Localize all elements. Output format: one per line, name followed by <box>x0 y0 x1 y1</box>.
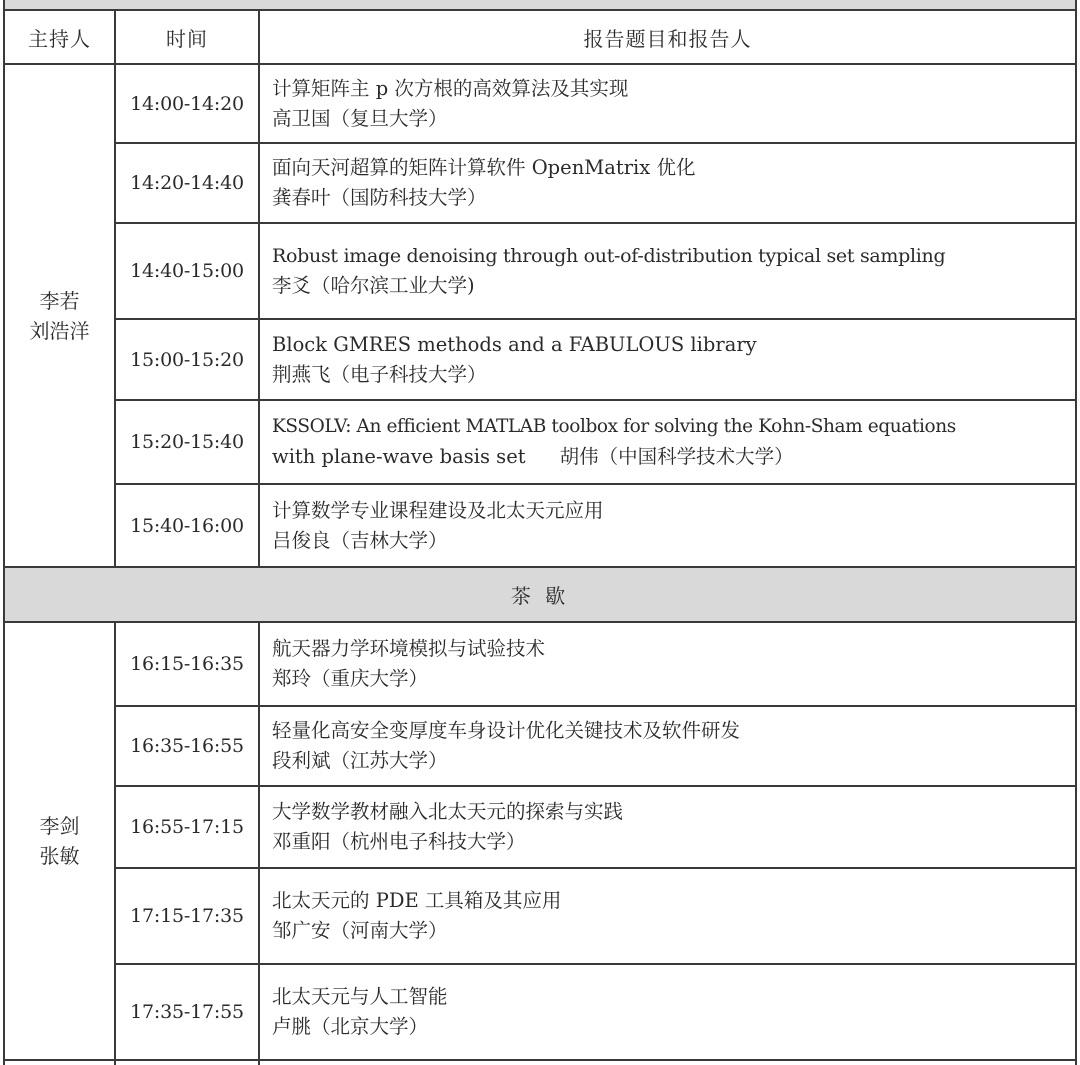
talk-title: 轻量化高安全变厚度车身设计优化关键技术及软件研发 <box>272 719 741 742</box>
time-slot: 16:35-16:55 <box>115 706 259 786</box>
talk-title: 计算矩阵主 p 次方根的高效算法及其实现 <box>272 76 629 100</box>
top-strip <box>4 0 1076 10</box>
time-slot: 14:00-14:20 <box>115 64 259 143</box>
talk-cell <box>259 706 1076 786</box>
talk-cell <box>259 484 1076 567</box>
talk-speaker: 卢朓（北京大学） <box>272 1015 429 1038</box>
empty-cell <box>4 1060 115 1065</box>
talk-cell <box>259 64 1076 143</box>
session1-hosts <box>4 64 115 567</box>
talk-title: KSSOLV: An efficient MATLAB toolbox for solving the Kohn-Sham equations <box>272 416 956 437</box>
table-row <box>4 964 1076 1060</box>
empty-cell <box>115 1060 259 1065</box>
talk-speaker: 吕俊良（吉林大学） <box>272 528 448 552</box>
talk-cell <box>259 868 1076 964</box>
talk-speaker: 荆燕飞（电子科技大学） <box>272 362 487 386</box>
break-row <box>4 567 1076 622</box>
time-column-header: 时间 <box>115 10 259 64</box>
talk-speaker: 段利斌（江苏大学） <box>272 749 448 772</box>
host-name: 张敏 <box>39 844 80 868</box>
talk-speaker: 邹广安（河南大学） <box>272 919 448 942</box>
table-row <box>4 484 1076 567</box>
table-row-cut-off <box>4 1060 1076 1065</box>
talk-title: Robust image denoising through out-of-distribution typical set sampling <box>272 245 946 267</box>
talk-cell <box>259 319 1076 400</box>
time-slot: 17:15-17:35 <box>115 868 259 964</box>
talk-cell <box>259 786 1076 868</box>
table-header-row <box>4 10 1076 64</box>
table-row <box>4 622 1076 706</box>
host-name: 李若 <box>39 288 80 313</box>
time-slot: 17:35-17:55 <box>115 964 259 1060</box>
time-slot: 15:20-15:40 <box>115 400 259 484</box>
table-row <box>4 786 1076 868</box>
time-slot: 14:40-15:00 <box>115 223 259 319</box>
host-column-header: 主持人 <box>4 10 115 64</box>
talk-column-header: 报告题目和报告人 <box>259 10 1076 64</box>
table-row <box>4 706 1076 786</box>
time-slot: 16:55-17:15 <box>115 786 259 868</box>
host-name: 李剑 <box>39 814 80 838</box>
talk-speaker: 邓重阳（杭州电子科技大学） <box>272 830 526 853</box>
session2-hosts <box>4 622 115 1060</box>
talk-title: 北太天元的 PDE 工具箱及其应用 <box>272 889 562 912</box>
table-row <box>4 319 1076 400</box>
time-slot: 16:15-16:35 <box>115 622 259 706</box>
talk-speaker: 李爻（哈尔滨工业大学) <box>272 274 475 297</box>
talk-title-continuation-and-speaker <box>272 442 1075 472</box>
schedule-table <box>3 0 1077 1065</box>
talk-cell <box>259 622 1076 706</box>
talk-cell <box>259 964 1076 1060</box>
table-row <box>4 143 1076 223</box>
talk-speaker: 龚春叶（国防科技大学） <box>272 186 487 209</box>
talk-speaker: 高卫国（复旦大学） <box>272 106 448 130</box>
host-name: 刘浩洋 <box>29 318 90 343</box>
empty-cell <box>259 1060 1076 1065</box>
top-strip-row <box>4 0 1076 10</box>
talk-title-continuation: with plane-wave basis set <box>272 445 526 468</box>
time-slot: 15:40-16:00 <box>115 484 259 567</box>
talk-title: 面向天河超算的矩阵计算软件 OpenMatrix 优化 <box>272 156 696 179</box>
table-row <box>4 400 1076 484</box>
talk-speaker: 郑玲（重庆大学） <box>272 667 429 690</box>
time-slot: 14:20-14:40 <box>115 143 259 223</box>
talk-title: 大学数学教材融入北太天元的探索与实践 <box>272 800 624 823</box>
table-row <box>4 868 1076 964</box>
talk-cell <box>259 400 1076 484</box>
talk-title: Block GMRES methods and a FABULOUS library <box>272 332 757 356</box>
time-slot: 15:00-15:20 <box>115 319 259 400</box>
talk-title: 北太天元与人工智能 <box>272 985 448 1008</box>
talk-cell <box>259 223 1076 319</box>
table-row <box>4 223 1076 319</box>
talk-cell <box>259 143 1076 223</box>
tea-break-label: 茶 歇 <box>4 567 1076 622</box>
talk-title: 航天器力学环境模拟与试验技术 <box>272 637 546 660</box>
talk-speaker: 胡伟（中国科学技术大学） <box>559 445 794 468</box>
talk-title: 计算数学专业课程建设及北太天元应用 <box>272 498 604 522</box>
table-row <box>4 64 1076 143</box>
